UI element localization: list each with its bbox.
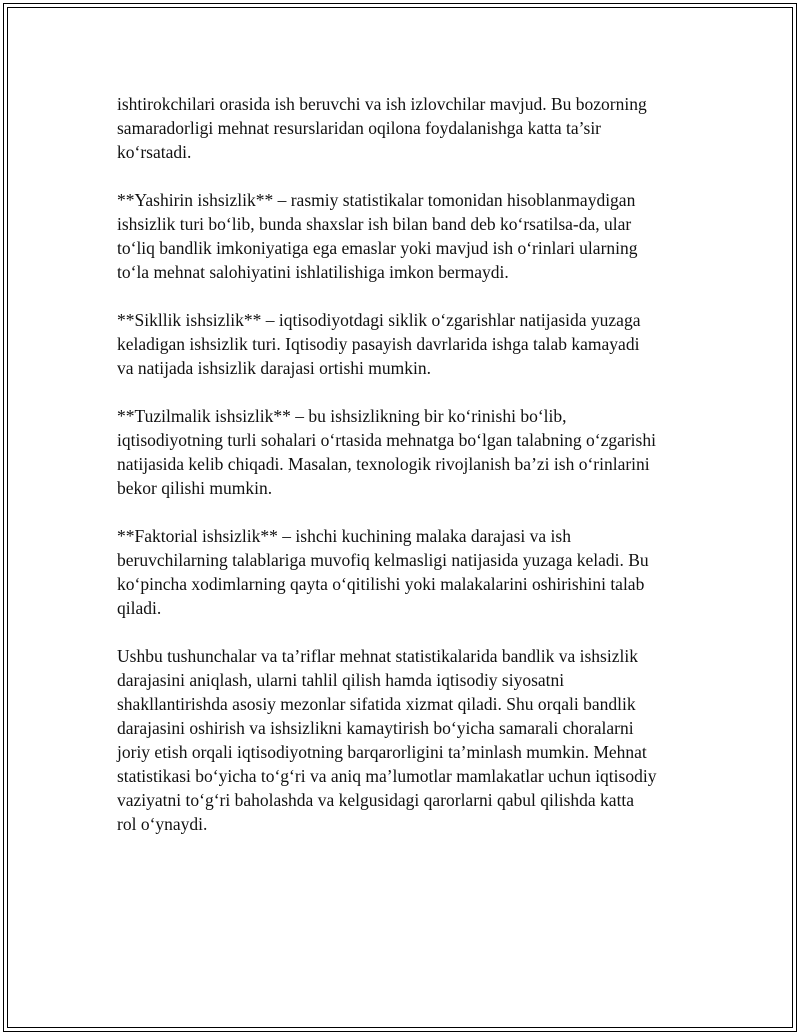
paragraph-labor-market: ishtirokchilari orasida ish beruvchi va ish izlovchilar mavjud. Bu bozorning samaradorligi mehnat resurslaridan oqilona foydalanishga katta ta’sir ko‘rsatadi.: [117, 94, 647, 162]
document-body: [117, 92, 697, 860]
paragraph-structural-unemployment: **Tuzilmalik ishsizlik** – bu ishsizlikning bir ko‘rinishi bo‘lib, iqtisodiyotning turli sohalari o‘rtasida mehnatga bo‘lgan talabning o‘zgarishi natijasida kelib chiqadi. Masalan, texnologik rivojlanish ba’zi ish o‘rinlarini bekor qilishi mumkin.: [117, 406, 656, 498]
paragraph-cyclical-unemployment: **Sikllik ishsizlik** – iqtisodiyotdagi siklik o‘zgarishlar natijasida yuzaga keladigan ishsizlik turi. Iqtisodiy pasayish davrlarida ishga talab kamayadi va natijada ishsizlik darajasi ortishi mumkin.: [117, 310, 641, 378]
paragraph-hidden-unemployment: **Yashirin ishsizlik** – rasmiy statistikalar tomonidan hisoblanmaydigan ishsizlik turi bo‘lib, bunda shaxslar ish bilan band deb ko‘rsatilsa-da, ular to‘liq bandlik imkoniyatiga ega emaslar yoki mavjud ish o‘rinlari ularning to‘la mehnat salohiyatini ishlatilishiga imkon bermaydi.: [117, 190, 638, 282]
paragraph-conclusion: Ushbu tushunchalar va ta’riflar mehnat statistikalarida bandlik va ishsizlik darajasini aniqlash, ularni tahlil qilish hamda iqtisodiy siyosatni shakllantirishda asosiy mezonlar sifatida xizmat qiladi. Shu orqali bandlik darajasini oshirish va ishsizlikni kamaytirish bo‘yicha samarali choralarni joriy etish orqali iqtisodiyotning barqarorligini ta’minlash mumkin. Mehnat statistikasi bo‘yicha to‘g‘ri va aniq ma’lumotlar mamlakatlar uchun iqtisodiy vaziyatni to‘g‘ri baholashda va kelgusidagi qarorlarni qabul qilishda katta rol o‘ynaydi.: [117, 646, 657, 834]
paragraph-factorial-unemployment: **Faktorial ishsizlik** – ishchi kuchining malaka darajasi va ish beruvchilarning talablariga muvofiq kelmasligi natijasida yuzaga keladi. Bu ko‘pincha xodimlarning qayta o‘qitilishi yoki malakalarini oshirishini talab qiladi.: [117, 526, 649, 618]
